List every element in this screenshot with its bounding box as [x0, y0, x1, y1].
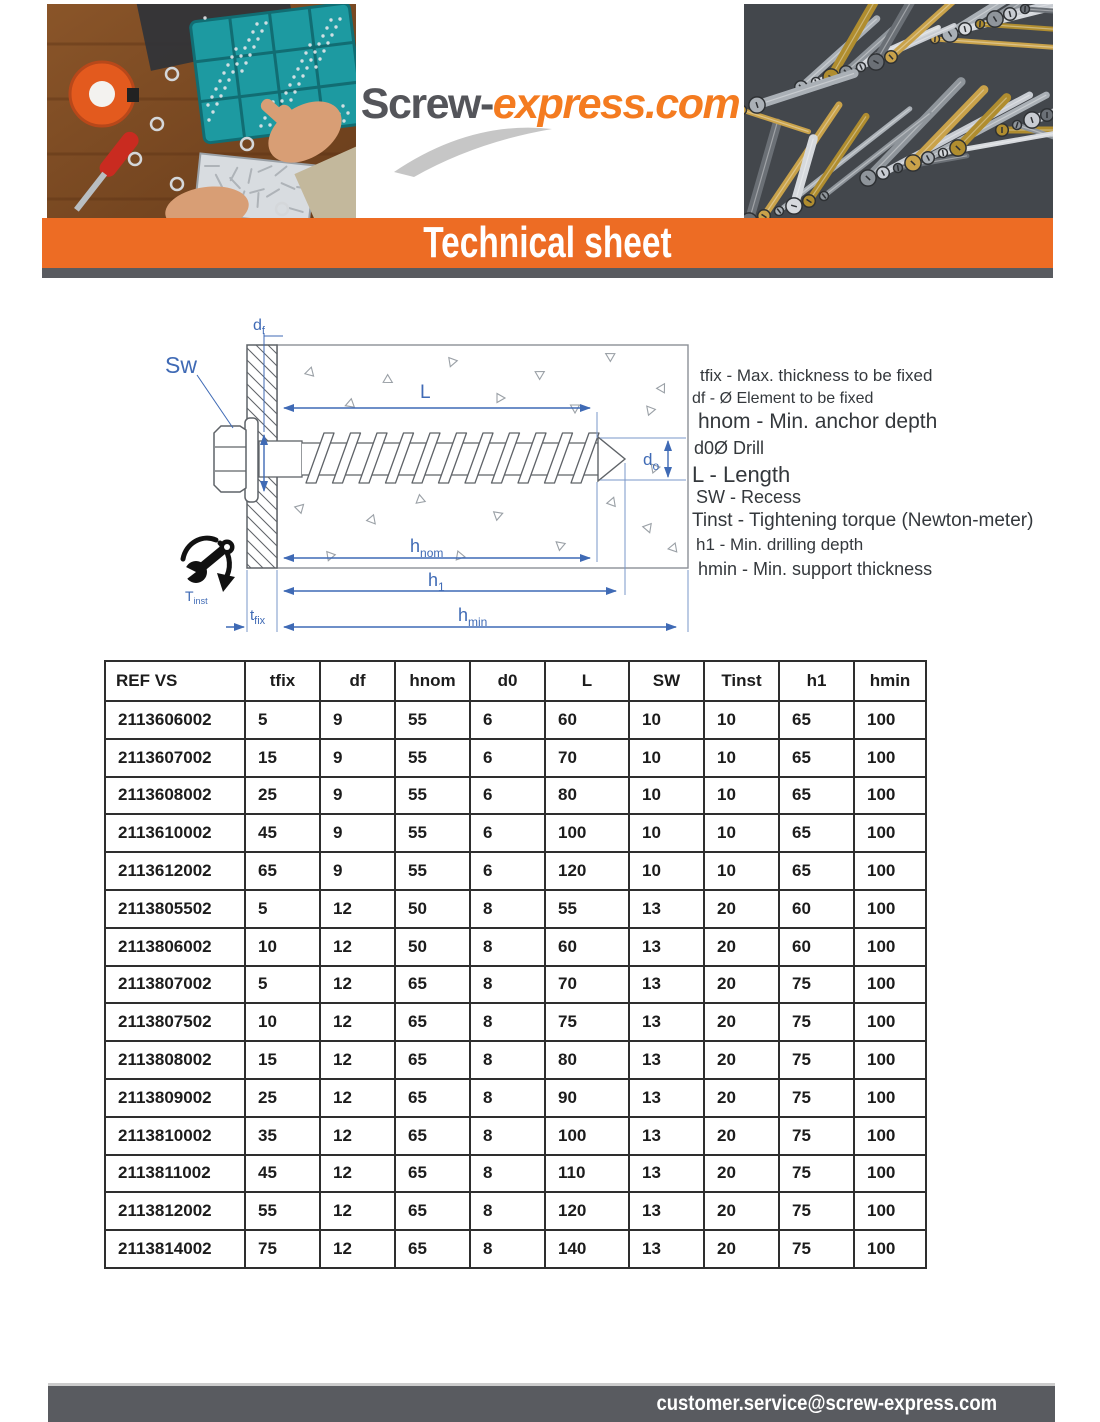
table-cell: 8	[470, 1230, 545, 1268]
column-header: Tinst	[704, 661, 779, 701]
column-header: hmin	[854, 661, 926, 701]
table-cell: 100	[854, 1041, 926, 1079]
table-cell: 75	[779, 1003, 854, 1041]
table-cell: 100	[854, 1192, 926, 1230]
table-cell: 100	[854, 701, 926, 739]
table-cell: 13	[629, 928, 704, 966]
table-cell: 9	[320, 852, 395, 890]
table-cell: 12	[320, 1230, 395, 1268]
table-cell: 65	[245, 852, 320, 890]
table-row	[105, 1230, 926, 1268]
tightening-torque-icon	[176, 538, 235, 592]
table-cell: 80	[545, 1041, 629, 1079]
table-cell: 10	[704, 814, 779, 852]
label-hnom: $h_{nom}$	[410, 536, 444, 560]
brand-logo	[356, 4, 744, 218]
table-cell: 5	[245, 966, 320, 1004]
table-cell: 100	[854, 890, 926, 928]
table-cell: 10	[629, 777, 704, 815]
table-row	[105, 890, 926, 928]
table-cell: 12	[320, 1003, 395, 1041]
screw-pile-photo	[744, 4, 1053, 218]
table-row	[105, 814, 926, 852]
table-row	[105, 739, 926, 777]
table-cell: 100	[545, 1117, 629, 1155]
table-cell: 100	[854, 739, 926, 777]
table-cell: 10	[245, 1003, 320, 1041]
table-row	[105, 928, 926, 966]
table-cell: 75	[779, 1079, 854, 1117]
table-cell: 20	[704, 1230, 779, 1268]
table-cell: 20	[704, 1117, 779, 1155]
table-cell: 65	[395, 1230, 470, 1268]
table-cell: 50	[395, 890, 470, 928]
table-cell: 70	[545, 739, 629, 777]
table-cell: 8	[470, 1155, 545, 1193]
table-cell: 60	[545, 701, 629, 739]
legend-item: d0Ø Drill	[694, 438, 765, 458]
table-cell: 9	[320, 777, 395, 815]
legend-item: tfix - Max. thickness to be fixed	[700, 366, 933, 385]
table-cell: 100	[854, 1079, 926, 1117]
table-cell: 10	[704, 739, 779, 777]
table-cell: 65	[779, 777, 854, 815]
column-header: REF VS	[105, 661, 245, 701]
table-cell: 5	[245, 890, 320, 928]
legend-item: Tinst - Tightening torque (Newton-meter)	[692, 510, 1034, 531]
legend-item: L - Length	[692, 462, 791, 487]
column-header: h1	[779, 661, 854, 701]
label-length: L	[420, 382, 431, 403]
table-cell: 35	[245, 1117, 320, 1155]
legend-item: SW - Recess	[696, 487, 802, 507]
table-row	[105, 1117, 926, 1155]
table-cell: 45	[245, 814, 320, 852]
table-cell: 10	[629, 701, 704, 739]
table-cell: 20	[704, 928, 779, 966]
table-cell: 13	[629, 1041, 704, 1079]
label-hmin: $h_{min}$	[458, 605, 488, 629]
table-cell: 12	[320, 1041, 395, 1079]
table-cell: 65	[395, 1155, 470, 1193]
table-cell: 65	[395, 1192, 470, 1230]
table-cell: 12	[320, 1192, 395, 1230]
table-cell: 75	[779, 1230, 854, 1268]
label-h1: $h_1$	[428, 570, 445, 594]
table-cell: 2113607002	[105, 739, 245, 777]
table-cell: 100	[854, 1155, 926, 1193]
table-cell: 55	[245, 1192, 320, 1230]
label-tfix: $t_{fix}$	[250, 607, 266, 627]
table-cell: 2113807002	[105, 966, 245, 1004]
table-cell: 65	[395, 966, 470, 1004]
table-cell: 2113805502	[105, 890, 245, 928]
label-d0: $d_o$	[643, 450, 660, 473]
table-cell: 5	[245, 701, 320, 739]
label-sw: Sw	[165, 352, 197, 378]
table-cell: 100	[545, 814, 629, 852]
table-row	[105, 852, 926, 890]
legend-item: hmin - Min. support thickness	[698, 559, 933, 579]
table-cell: 2113812002	[105, 1192, 245, 1230]
table-cell: 65	[395, 1079, 470, 1117]
table-cell: 45	[245, 1155, 320, 1193]
table-cell: 12	[320, 966, 395, 1004]
table-cell: 10	[629, 814, 704, 852]
table-cell: 20	[704, 1003, 779, 1041]
legend-item: hnom - Min. anchor depth	[698, 410, 938, 433]
logo-swoosh	[356, 4, 744, 218]
table-cell: 8	[470, 966, 545, 1004]
table-cell: 65	[779, 701, 854, 739]
table-cell: 2113807502	[105, 1003, 245, 1041]
table-cell: 120	[545, 852, 629, 890]
table-cell: 20	[704, 1192, 779, 1230]
table-cell: 8	[470, 890, 545, 928]
column-header: L	[545, 661, 629, 701]
table-cell: 2113612002	[105, 852, 245, 890]
table-cell: 2113606002	[105, 701, 245, 739]
legend-item: df - Ø Element to be fixed	[692, 390, 874, 407]
table-cell: 9	[320, 739, 395, 777]
anchor-diagram	[140, 300, 700, 650]
table-cell: 6	[470, 814, 545, 852]
table-cell: 110	[545, 1155, 629, 1193]
table-cell: 90	[545, 1079, 629, 1117]
table-cell: 10	[704, 852, 779, 890]
table-cell: 2113811002	[105, 1155, 245, 1193]
table-cell: 12	[320, 1117, 395, 1155]
table-cell: 75	[779, 1041, 854, 1079]
table-header-row	[105, 661, 926, 701]
table-cell: 60	[779, 928, 854, 966]
table-cell: 55	[395, 739, 470, 777]
table-cell: 100	[854, 966, 926, 1004]
table-cell: 13	[629, 966, 704, 1004]
table-cell: 15	[245, 739, 320, 777]
column-header: d0	[470, 661, 545, 701]
brand-logo-part1: Screw-	[360, 80, 493, 128]
table-cell: 75	[245, 1230, 320, 1268]
label-tinst: $T_{inst}$	[185, 588, 208, 606]
table-cell: 20	[704, 890, 779, 928]
table-row	[105, 1155, 926, 1193]
table-cell: 12	[320, 1079, 395, 1117]
table-cell: 2113808002	[105, 1041, 245, 1079]
table-cell: 100	[854, 814, 926, 852]
table-cell: 65	[395, 1041, 470, 1079]
table-row	[105, 777, 926, 815]
workbench-photo	[47, 4, 356, 218]
table-cell: 100	[854, 928, 926, 966]
table-row	[105, 1079, 926, 1117]
table-cell: 13	[629, 1003, 704, 1041]
table-row	[105, 966, 926, 1004]
table-row	[105, 1192, 926, 1230]
table-cell: 55	[395, 814, 470, 852]
table-cell: 65	[779, 852, 854, 890]
table-cell: 25	[245, 777, 320, 815]
table-cell: 8	[470, 1041, 545, 1079]
table-cell: 13	[629, 1155, 704, 1193]
table-cell: 80	[545, 777, 629, 815]
table-cell: 8	[470, 1192, 545, 1230]
legend	[692, 366, 1062, 583]
table-cell: 2113610002	[105, 814, 245, 852]
banner-underline	[42, 268, 1053, 278]
table-cell: 8	[470, 928, 545, 966]
table-cell: 12	[320, 1155, 395, 1193]
table-cell: 13	[629, 1079, 704, 1117]
table-cell: 2113608002	[105, 777, 245, 815]
table-cell: 10	[704, 777, 779, 815]
screw-pile-art	[744, 4, 1053, 218]
table-cell: 13	[629, 1192, 704, 1230]
table-cell: 10	[629, 739, 704, 777]
table-cell: 60	[545, 928, 629, 966]
table-cell: 100	[854, 1003, 926, 1041]
brand-logo-part2: express.com	[492, 80, 740, 128]
table-cell: 55	[395, 852, 470, 890]
table-cell: 8	[470, 1117, 545, 1155]
table-cell: 6	[470, 701, 545, 739]
column-header: tfix	[245, 661, 320, 701]
table-cell: 13	[629, 1230, 704, 1268]
table-cell: 6	[470, 852, 545, 890]
table-cell: 75	[545, 1003, 629, 1041]
table-cell: 15	[245, 1041, 320, 1079]
table-cell: 9	[320, 701, 395, 739]
spec-table-wrap	[104, 660, 927, 1269]
table-cell: 75	[779, 1155, 854, 1193]
table-cell: 120	[545, 1192, 629, 1230]
table-cell: 9	[320, 814, 395, 852]
workbench-photo-art	[47, 4, 356, 218]
table-cell: 2113809002	[105, 1079, 245, 1117]
table-row	[105, 701, 926, 739]
table-cell: 10	[629, 852, 704, 890]
table-cell: 12	[320, 928, 395, 966]
table-cell: 12	[320, 890, 395, 928]
table-cell: 140	[545, 1230, 629, 1268]
table-cell: 100	[854, 852, 926, 890]
table-cell: 100	[854, 777, 926, 815]
table-cell: 2113806002	[105, 928, 245, 966]
table-cell: 55	[545, 890, 629, 928]
table-cell: 6	[470, 777, 545, 815]
label-df: $d_f$	[253, 317, 265, 337]
table-cell: 10	[245, 928, 320, 966]
table-cell: 65	[395, 1117, 470, 1155]
table-row	[105, 1041, 926, 1079]
table-cell: 65	[395, 1003, 470, 1041]
table-cell: 20	[704, 1155, 779, 1193]
table-cell: 65	[779, 739, 854, 777]
table-cell: 13	[629, 890, 704, 928]
table-cell: 20	[704, 966, 779, 1004]
table-cell: 100	[854, 1117, 926, 1155]
table-cell: 100	[854, 1230, 926, 1268]
table-cell: 65	[779, 814, 854, 852]
table-cell: 75	[779, 1192, 854, 1230]
table-cell: 55	[395, 777, 470, 815]
footer-bar	[48, 1386, 1055, 1422]
table-cell: 8	[470, 1079, 545, 1117]
table-cell: 6	[470, 739, 545, 777]
technical-sheet-banner	[42, 218, 1053, 268]
table-cell: 70	[545, 966, 629, 1004]
table-cell: 2113810002	[105, 1117, 245, 1155]
table-cell: 60	[779, 890, 854, 928]
table-cell: 8	[470, 1003, 545, 1041]
table-cell: 20	[704, 1041, 779, 1079]
table-cell: 2113814002	[105, 1230, 245, 1268]
column-header: SW	[629, 661, 704, 701]
table-cell: 20	[704, 1079, 779, 1117]
table-cell: 75	[779, 1117, 854, 1155]
table-cell: 55	[395, 701, 470, 739]
table-cell: 10	[704, 701, 779, 739]
table-cell: 13	[629, 1117, 704, 1155]
table-cell: 50	[395, 928, 470, 966]
support-email: customer.service@screw-express.com	[656, 1392, 997, 1415]
column-header: df	[320, 661, 395, 701]
spec-table	[104, 660, 927, 1269]
column-header: hnom	[395, 661, 470, 701]
table-cell: 25	[245, 1079, 320, 1117]
table-cell: 75	[779, 966, 854, 1004]
legend-item: h1 - Min. drilling depth	[696, 535, 864, 554]
page-title: Technical sheet	[423, 218, 672, 267]
table-row	[105, 1003, 926, 1041]
